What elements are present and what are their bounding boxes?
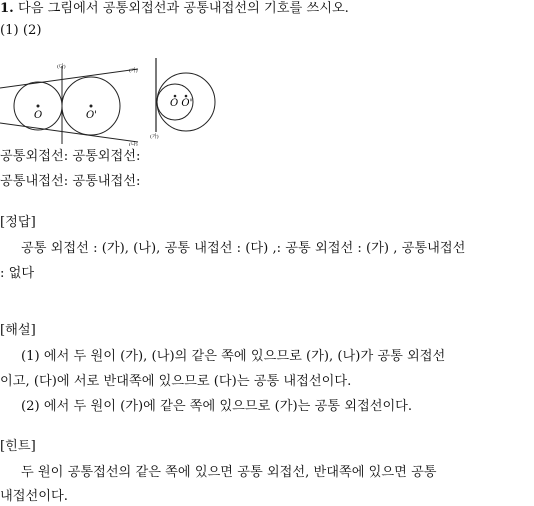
tangent-line-na <box>0 123 138 142</box>
solution-header: [정답] <box>0 215 36 230</box>
explanation-line-1: (1) 에서 두 원이 (가), (나)의 같은 쪽에 있으므로 (가), (나)가 공통 외접선 <box>21 349 446 364</box>
label-ga-2: (가) <box>150 134 159 140</box>
label-da: (다) <box>57 64 66 70</box>
answer-external: 공통외접선: 공통외접선: <box>0 149 141 164</box>
label-oo-prime: O O' <box>170 98 193 109</box>
solution-line-1: 공통 외접선 : (가), (나), 공통 내접선 : (다) ,: 공통 외접선 : (가) , 공통내접선 <box>21 241 466 256</box>
label-na: (나) <box>129 142 138 146</box>
label-o-prime: O' <box>86 110 97 121</box>
solution-line-2: : 없다 <box>0 266 35 281</box>
explanation-line-3: (2) 에서 두 원이 (가)에 같은 쪽에 있으므로 (가)는 공통 외접선이다. <box>21 399 413 414</box>
sub-labels: (1) (2) <box>0 23 42 38</box>
hint-line-1: 두 원이 공통접선의 같은 쪽에 있으면 공통 외접선, 반대쪽에 있으면 공통 <box>21 465 437 480</box>
label-ga: (가) <box>129 68 138 74</box>
answer-internal: 공통내접선: 공통내접선: <box>0 174 141 189</box>
hint-line-2: 내접선이다. <box>0 489 68 504</box>
label-o: O <box>34 110 43 121</box>
hint-header: [힌트] <box>0 439 36 454</box>
question-text: 다음 그림에서 공통외접선과 공통내접선의 기호를 쓰시오. <box>17 1 349 16</box>
tangent-line-ga <box>0 69 138 88</box>
question-line <box>0 0 349 18</box>
tangent-figure <box>0 58 220 146</box>
explanation-header: [해설] <box>0 323 36 338</box>
question-number: 1. <box>0 1 14 16</box>
explanation-line-2: 이고, (다)에 서로 반대쪽에 있으므로 (다)는 공통 내접선이다. <box>0 374 352 389</box>
